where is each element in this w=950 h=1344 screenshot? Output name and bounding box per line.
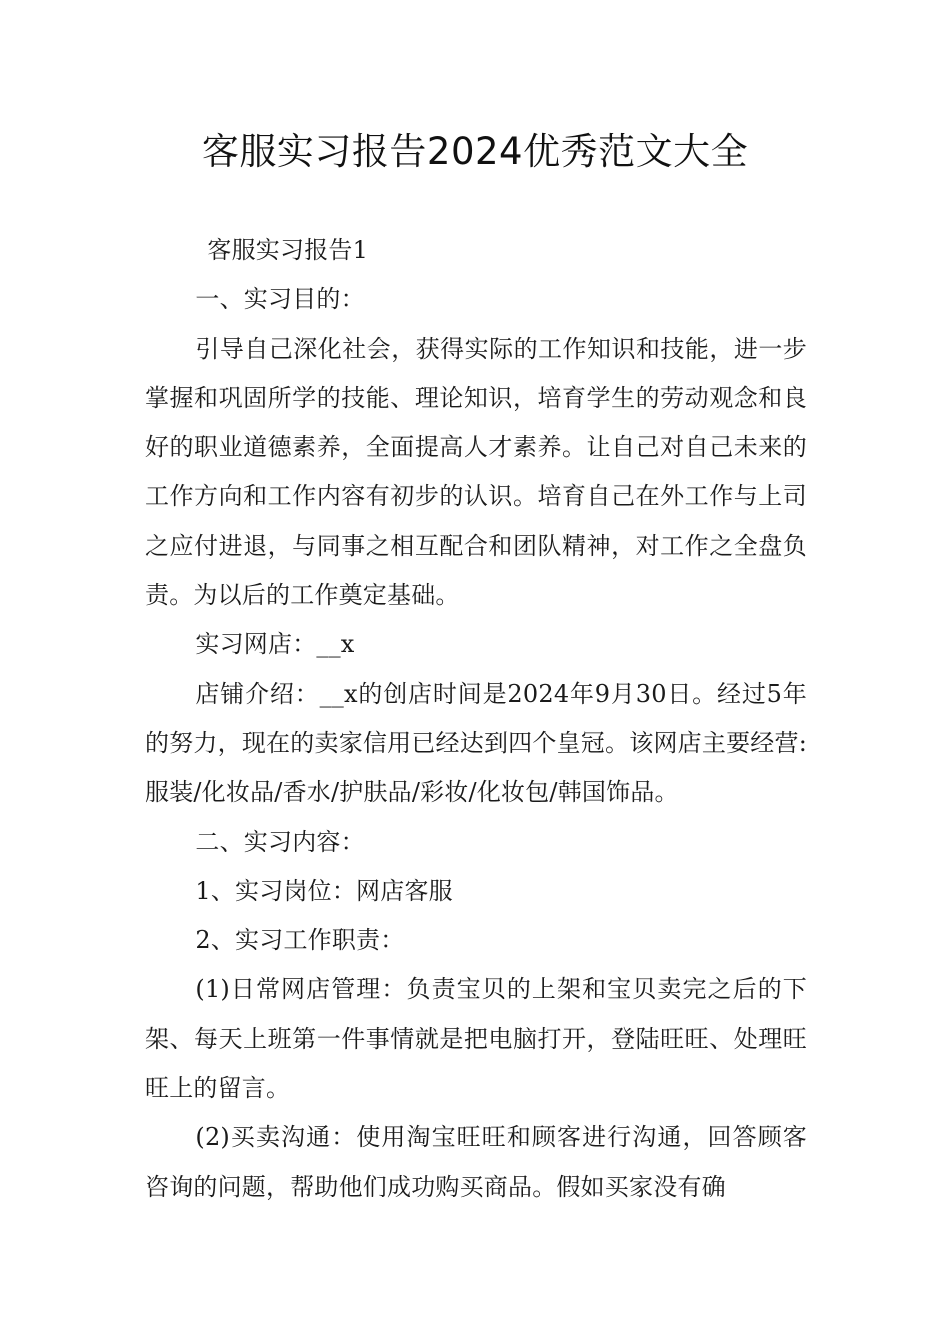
paragraph-internship-shop: 实习网店：__x — [195, 630, 355, 659]
paragraph-duty-communication: (2)买卖沟通：使用淘宝旺旺和顾客进行沟通，回答顾客咨询的问题，帮助他们成功购买商品。假如买家没有确 — [145, 1123, 807, 1201]
paragraph-position: 1、实习岗位：网店客服 — [195, 876, 453, 905]
paragraph-duty-management: (1)日常网店管理：负责宝贝的上架和宝贝卖完之后的下架、每天上班第一件事情就是把电脑打开，登陆旺旺、处理旺旺上的留言。 — [145, 975, 807, 1103]
paragraph-shop-intro: 店铺介绍：__x的创店时间是2024年9月30日。经过5年的努力，现在的卖家信用已经达到四个皇冠。该网店主要经营:服装/化妆品/香水/护肤品/彩妆/化妆包/韩国饰品。 — [145, 679, 807, 807]
document-body — [145, 226, 807, 1212]
section-heading-purpose: 一、实习目的： — [195, 285, 365, 314]
paragraph-purpose: 引导自己深化社会，获得实际的工作知识和技能，进一步掌握和巩固所学的技能、理论知识，培育学生的劳动观念和良好的职业道德素养，全面提高人才素养。让自己对自己未来的工作方向和工作内容有初步的认识。培育自己在外工作与上司之应付进退，与同事之相互配合和团队精神，对工作之全盘负责。为以后的工作奠定基础。 — [145, 334, 807, 610]
section-heading-report: 客服实习报告1 — [207, 236, 369, 264]
document-title: 客服实习报告2024优秀范文大全 — [201, 130, 749, 173]
paragraph-duties-heading: 2、实习工作职责： — [195, 926, 405, 955]
section-heading-content: 二、实习内容： — [195, 827, 365, 856]
